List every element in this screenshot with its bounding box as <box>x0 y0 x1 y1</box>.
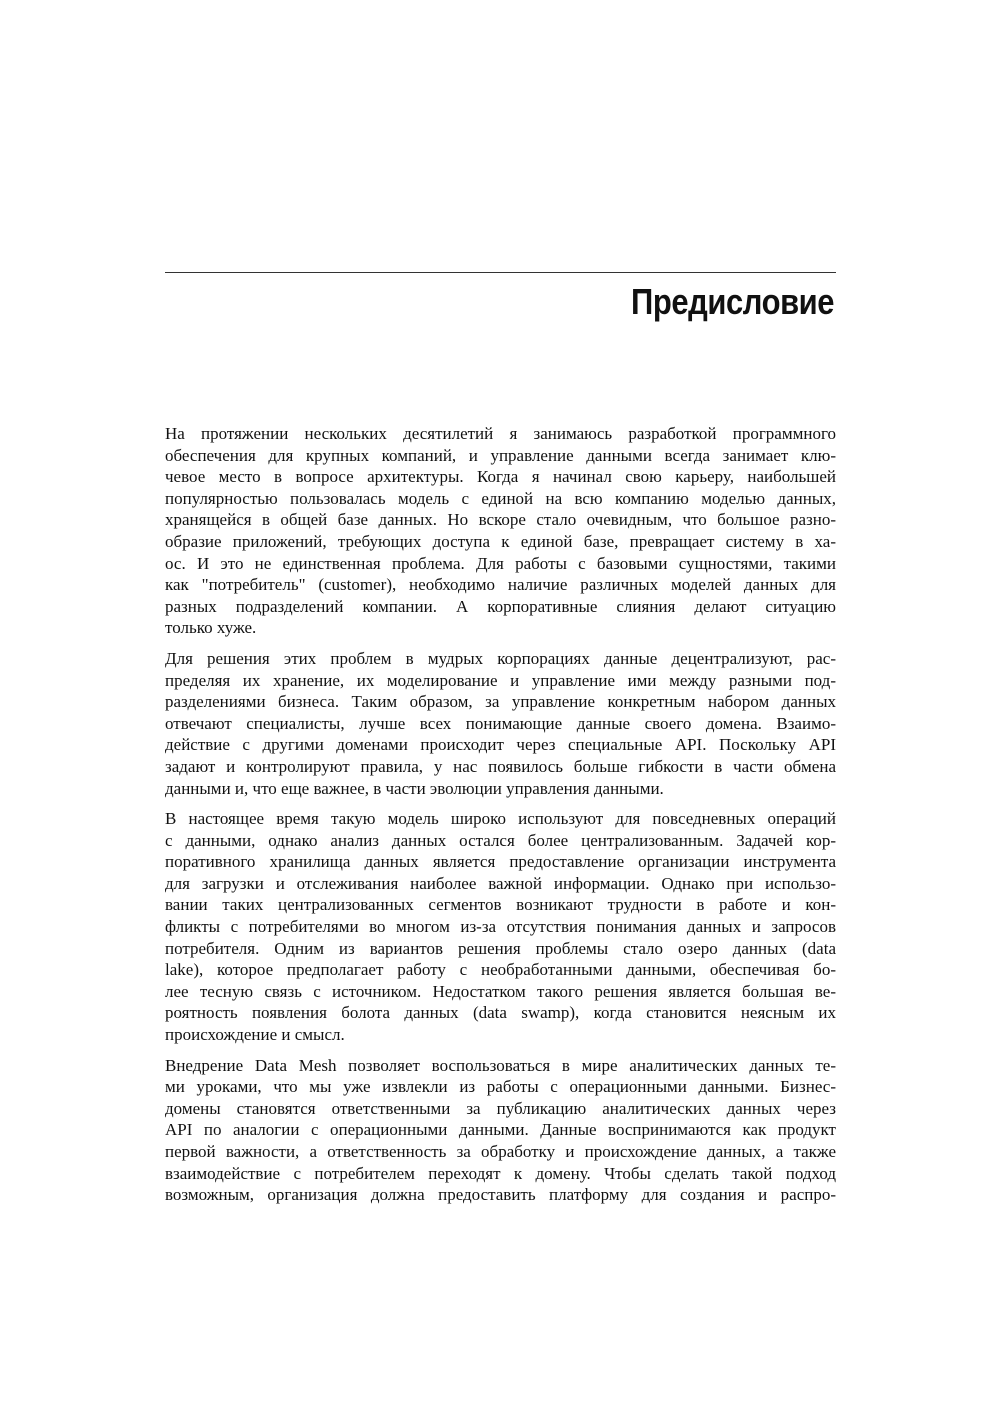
text-line: потребителя. Одним из вариантов решения проблемы стало озеро данных (data <box>165 938 836 958</box>
text-line: данными и, что еще важнее, в части эволюции управления данными. <box>165 778 664 798</box>
text-line: разных подразделений компании. А корпоративные слияния делают ситуацию <box>165 596 836 616</box>
paragraph <box>165 423 836 639</box>
text-line: только хуже. <box>165 618 257 638</box>
text-line: задают и контролируют правила, у нас появилось больше гибкости в части обмена <box>165 756 836 776</box>
text-line: популярностью пользовалась модель с единой на всю компанию моделью данных, <box>165 488 836 508</box>
text-line: пределяя их хранение, их моделирование и управление ими между разными под- <box>165 670 836 690</box>
text-line: API по аналогии с операционными данными. Данные воспринимаются как продукт <box>165 1120 836 1140</box>
text-line: ос. И это не единственная проблема. Для работы с базовыми сущностями, такими <box>165 553 836 573</box>
text-line: поративного хранилища данных является предоставление организации инструмента <box>165 852 836 872</box>
text-line: с данными, однако анализ данных остался более централизованным. Задачей кор- <box>165 830 836 850</box>
text-line: ми уроками, что мы уже извлекли из работы с операционными данными. Бизнес- <box>165 1077 836 1097</box>
text-line: происхождение и смысл. <box>165 1025 345 1045</box>
text-line: образие приложений, требующих доступа к единой базе, превращает систему в ха- <box>165 531 836 551</box>
text-line: для загрузки и отслеживания наиболее важной информации. Однако при использо- <box>165 873 836 893</box>
text-line: На протяжении нескольких десятилетий я занимаюсь разработкой программного <box>165 424 836 443</box>
text-line: обеспечения для крупных компаний, и управление данными всегда занимает клю- <box>165 445 836 465</box>
text-line: как "потребитель" (customer), необходимо наличие различных моделей данных для <box>165 575 836 595</box>
text-line: хранящейся в общей базе данных. Но вскоре стало очевидным, что большое разно- <box>165 510 836 530</box>
text-line: взаимодействие с потребителем переходят к домену. Чтобы сделать такой подход <box>165 1163 836 1183</box>
paragraph <box>165 1055 836 1206</box>
paragraph <box>165 808 836 1046</box>
text-line: В настоящее время такую модель широко используют для повседневных операций <box>165 809 836 829</box>
text-line: действие с другими доменами происходит через специальные API. Поскольку API <box>165 735 836 755</box>
text-line: чевое место в вопросе архитектуры. Когда я начинал свою карьеру, наибольшей <box>165 467 836 487</box>
text-line: роятность появления болота данных (data swamp), когда становится неясным их <box>165 1003 836 1023</box>
chapter-title: Предисловие <box>630 281 834 322</box>
text-line: отвечают специалисты, лучше всех понимающие данные своего домена. Взаимо- <box>165 713 836 733</box>
text-line: первой важности, а ответственность за обработку и происхождение данных, а также <box>165 1142 836 1161</box>
chapter-title-rule <box>165 272 836 273</box>
text-line: Для решения этих проблем в мудрых корпорациях данные децентрализуют, рас- <box>165 648 836 668</box>
text-line: домены становятся ответственными за публикацию аналитических данных через <box>165 1098 836 1118</box>
text-line: возможным, организация должна предоставить платформу для создания и распро- <box>165 1185 836 1205</box>
text-line: разделениями бизнеса. Таким образом, за управление конкретным набором данных <box>165 692 836 712</box>
paragraph <box>165 648 836 799</box>
text-line: лее тесную связь с источником. Недостатком такого решения является большая ве- <box>165 981 836 1001</box>
text-line: lake), которое предполагает работу с необработанными данными, обеспечивая бо- <box>165 960 836 980</box>
text-line: фликты с потребителями во многом из-за отсутствия понимания данных и запросов <box>165 917 836 937</box>
text-line: вании таких централизованных сегментов возникают трудности в работе и кон- <box>165 895 836 915</box>
text-line: Внедрение Data Mesh позволяет воспользоваться в мире аналитических данных те- <box>165 1055 836 1075</box>
body-text <box>165 423 836 1215</box>
